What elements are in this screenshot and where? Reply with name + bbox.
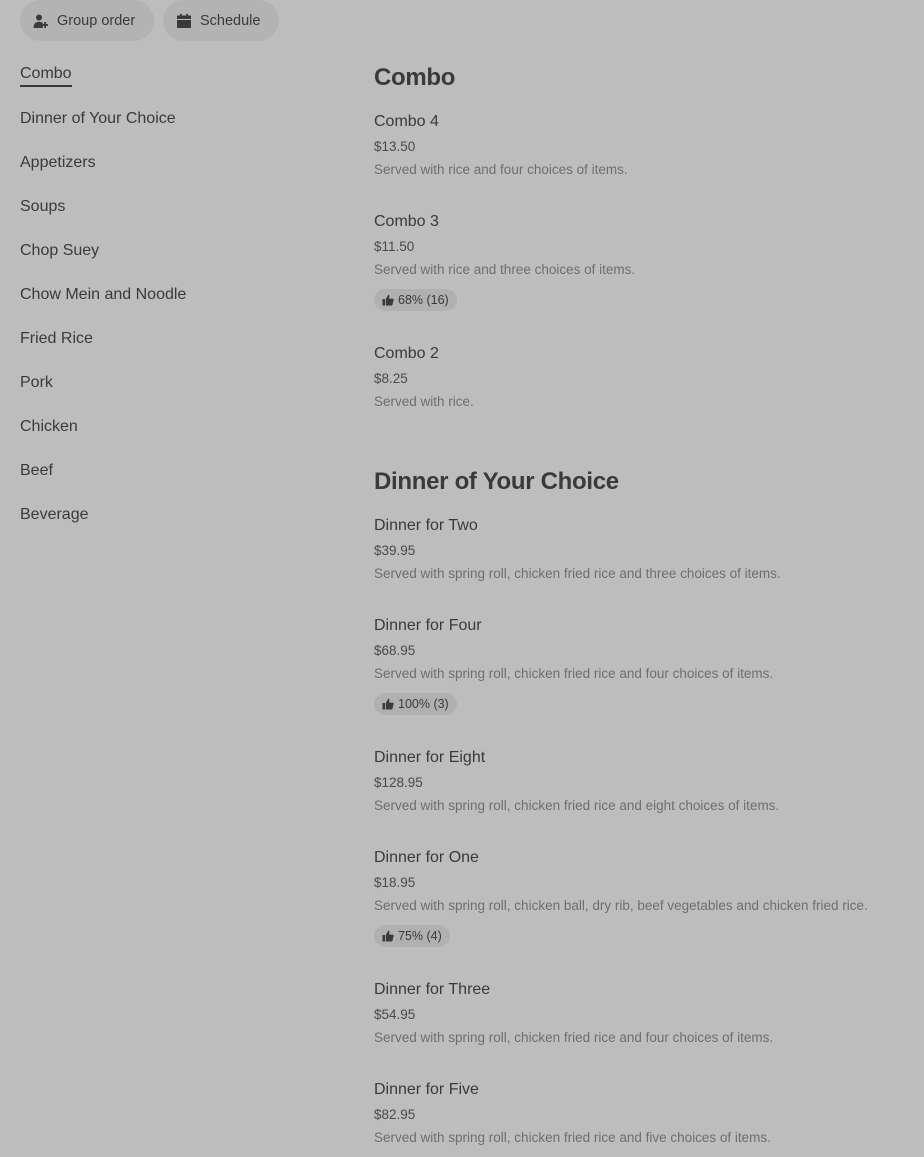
thumbs-up-icon [382,698,394,710]
sidebar-item-fried-rice[interactable] [20,326,320,370]
sidebar-item-chicken[interactable] [20,414,320,458]
rating-text: 100% (3) [398,697,449,711]
item-name: Dinner for One [374,849,479,866]
menu-item[interactable] [374,846,919,947]
menu-item[interactable] [374,110,919,182]
sidebar-item-beverage[interactable] [20,502,320,546]
item-name: Combo 3 [374,213,439,230]
item-description: Served with rice and three choices of items. [374,262,636,277]
sidebar-item-label: Chop Suey [20,242,100,259]
sidebar-item-label: Beverage [20,506,89,523]
sidebar-item-label: Appetizers [20,154,96,171]
menu-item[interactable] [374,746,919,818]
thumbs-up-icon [382,930,394,942]
item-description: Served with spring roll, chicken fried rice and eight choices of items. [374,798,780,813]
item-description: Served with spring roll, chicken fried rice and four choices of items. [374,1030,774,1045]
item-description: Served with spring roll, chicken fried rice and four choices of items. [374,666,774,681]
item-name: Combo 2 [374,345,439,362]
sidebar-item-label: Beef [20,462,53,479]
item-name: Dinner for Four [374,617,482,634]
calendar-icon [176,13,192,29]
rating-badge [374,925,450,947]
sidebar-item-label: Chicken [20,418,78,435]
item-description: Served with spring roll, chicken fried rice and five choices of items. [374,1130,771,1145]
sidebar-item-label: Chow Mein and Noodle [20,286,187,303]
rating-badge [374,289,457,311]
rating-text: 75% (4) [398,929,442,943]
item-name: Dinner for Eight [374,749,486,766]
item-name: Combo 4 [374,113,439,130]
group-order-button[interactable] [20,0,154,41]
item-name: Dinner for Five [374,1081,479,1098]
schedule-button[interactable] [163,0,279,41]
sidebar-item-pork[interactable] [20,370,320,414]
item-price: $68.95 [374,643,416,658]
thumbs-up-icon [382,294,394,306]
item-name: Dinner for Three [374,981,491,998]
add-person-icon [33,13,49,29]
sidebar-item-appetizers[interactable] [20,150,320,194]
item-description: Served with rice and four choices of items. [374,162,628,177]
item-description: Served with spring roll, chicken ball, dry rib, beef vegetables and chicken fried rice. [374,898,868,913]
section-title-dinner-of-your-choice: Dinner of Your Choice [374,468,619,495]
sidebar-item-label: Dinner of Your Choice [20,110,176,127]
item-description: Served with rice. [374,394,474,409]
item-price: $13.50 [374,139,416,154]
item-price: $11.50 [374,239,415,254]
section-title-combo: Combo [374,64,456,91]
menu-item[interactable] [374,342,919,414]
menu-item[interactable] [374,1078,919,1150]
sidebar-item-label: Pork [20,374,53,391]
sidebar-item-chop-suey[interactable] [20,238,320,282]
item-description: Served with spring roll, chicken fried rice and three choices of items. [374,566,781,581]
menu-item[interactable] [374,514,919,586]
rating-badge [374,693,457,715]
sidebar-item-soups[interactable] [20,194,320,238]
menu-item[interactable] [374,614,919,715]
sidebar-item-combo[interactable] [20,62,320,106]
sidebar-item-beef[interactable] [20,458,320,502]
item-price: $8.25 [374,371,408,386]
category-nav [20,62,320,546]
item-price: $18.95 [374,875,416,890]
menu-item[interactable] [374,210,919,311]
item-name: Dinner for Two [374,517,478,534]
sidebar-item-dinner-of-your-choice[interactable] [20,106,320,150]
group-order-label: Group order [57,12,136,29]
sidebar-item-label: Fried Rice [20,330,93,347]
schedule-label: Schedule [200,12,261,29]
top-actions [20,0,279,41]
sidebar-item-chow-mein-and-noodle[interactable] [20,282,320,326]
item-price: $39.95 [374,543,416,558]
item-price: $128.95 [374,775,423,790]
item-price: $54.95 [374,1007,416,1022]
item-price: $82.95 [374,1107,416,1122]
sidebar-item-label: Combo [20,62,72,87]
menu-item[interactable] [374,978,919,1050]
sidebar-item-label: Soups [20,198,66,215]
rating-text: 68% (16) [398,293,449,307]
